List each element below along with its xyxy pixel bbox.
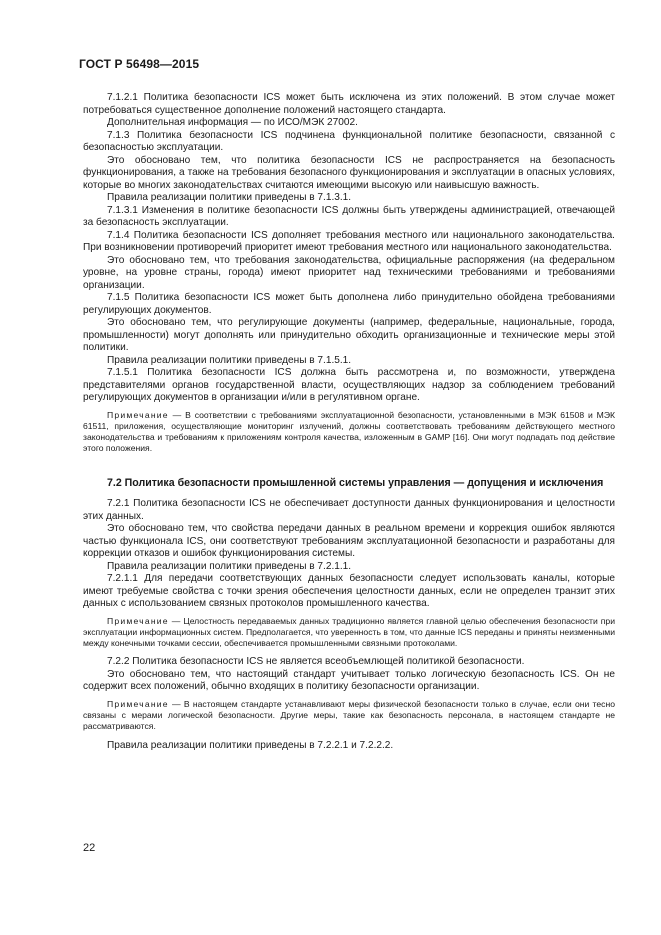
paragraph-7-1-3-1: 7.1.3.1 Изменения в политике безопасности ICS должны быть утверждены администрацией, отвечающей за безопасность эксплуатации. xyxy=(83,204,615,228)
page-number: 22 xyxy=(83,842,96,854)
paragraph-additional-info: Дополнительная информация — по ИСО/МЭК 27002. xyxy=(107,117,358,128)
note-2-text: — Целостность передаваемых данных традиционно является главной целью обеспечения безопасности при эксплуатации информационных систем. Предполагается, что уверенность в том, что данные ICS переданы и приняты неизменными между конечными точками сессии, обеспечивается промышленными связными протоколами. xyxy=(83,615,615,649)
note-2 xyxy=(83,616,615,650)
paragraph-7-1-5-1: 7.1.5.1 Политика безопасности ICS должна быть рассмотрена и, по возможности, утверждена представителями органов государственной власти, осуществляющих надзор за соблюдением требований регулирующих документов в организации и/или в регулятивном органе. xyxy=(83,367,615,403)
paragraph-7-2-1-1: 7.2.1.1 Для передачи соответствующих данных безопасности следует использовать каналы, которые имеют требуемые свойства с точки зрения обеспечения целостности данных, если не определен транзит этих данных с использованием связных протоколов промышленного качества. xyxy=(83,573,615,610)
standard-code-header: ГОСТ Р 56498—2015 xyxy=(79,57,200,71)
note-1 xyxy=(83,410,615,455)
note-3-text: — В настоящем стандарте устанавливают меры физической безопасности только в случае, если они тесно связаны с мерами логической безопасности. Другие меры, такие как безопасность персонала, в настоящем стандарте не рассматриваются. xyxy=(83,698,616,732)
document-body xyxy=(83,92,615,752)
paragraph-7-2-2: 7.2.2 Политика безопасности ICS не является всеобъемлющей политикой безопасности. xyxy=(107,656,525,668)
section-heading-7-2: 7.2 Политика безопасности промышленной системы управления — допущения и исключения xyxy=(107,477,604,490)
paragraph-7-2-2-rules: Правила реализации политики приведены в 7.2.2.1 и 7.2.2.2. xyxy=(107,739,394,751)
paragraph-7-1-3: 7.1.3 Политика безопасности ICS подчинена функциональной политике безопасности, связанной с безопасностью эксплуатации. xyxy=(83,129,615,153)
note-3-label: Примечание xyxy=(107,698,169,709)
paragraph-7-1-3-rules: Правила реализации политики приведены в 7.1.3.1. xyxy=(107,192,352,203)
paragraph-7-1-5-rules: Правила реализации политики приведены в 7.1.5.1. xyxy=(107,354,352,366)
note-1-label: Примечание xyxy=(107,409,169,420)
paragraph-7-1-4: 7.1.4 Политика безопасности ICS дополняет требования местного или национального законодательства. При возникновении противоречий приоритет имеют требования местного или национального законодательства. xyxy=(83,229,615,253)
paragraph-7-1-4-rationale: Это обосновано тем, что требования законодательства, официальные распоряжения (на федеральном уровне, на уровне страны, города) имеют приоритет над техническими требованиями и требованиями организации. xyxy=(83,254,615,291)
paragraph-7-1-5-rationale: Это обосновано тем, что регулирующие документы (например, федеральные, национальные, города, промышленности) могут дополнять или принудительно обходить организационные и технические меры этой политики. xyxy=(83,317,615,353)
note-2-label: Примечание xyxy=(107,615,169,626)
paragraph-7-1-5: 7.1.5 Политика безопасности ICS может быть дополнена либо принудительно обойдена требованиями регулирующих документов. xyxy=(83,292,615,316)
note-1-text: — В соответствии с требованиями эксплуатационной безопасности, установленными в МЭК 61508 и МЭК 61511, приложения, осуществляющие мониторинг излучений, должны соответствовать требованиям действующего местного законодательства и требованиям к приложениям контроля качества, изложенным в GAMP [16]. Они могут подпадать под действие этого положения. xyxy=(83,409,616,454)
paragraph-7-2-1-rules: Правила реализации политики приведены в 7.2.1.1. xyxy=(107,560,352,572)
paragraph-7-2-1-rationale: Это обосновано тем, что свойства передачи данных в реальном времени и коррекция ошибок являются частью функционала ICS, они соответствуют требованиям эксплуатационной безопасности и разработаны для коррекции отказов и ошибок функционирования системы. xyxy=(83,523,615,560)
paragraph-7-2-1: 7.2.1 Политика безопасности ICS не обеспечивает доступности данных функционирования и целостности этих данных. xyxy=(83,498,615,522)
paragraph-7-1-2-1: 7.1.2.1 Политика безопасности ICS может быть исключена из этих положений. В этом случае может потребоваться существенное дополнение положений настоящего стандарта. xyxy=(83,92,615,116)
paragraph-7-2-2-rationale: Это обосновано тем, что настоящий стандарт учитывает только логическую безопасность ICS. Он не содержит всех положений, обычно входящих в политику безопасности организации. xyxy=(83,668,615,693)
note-3 xyxy=(83,699,615,733)
paragraph-7-1-3-rationale: Это обосновано тем, что политика безопасности ICS не распространяется на безопасность функционирования, а также на требования безопасного функционирования и эксплуатации в опасных условиях, которые во многих законодательствах считаются имеющими высокую или наивысшую важность. xyxy=(83,154,615,191)
